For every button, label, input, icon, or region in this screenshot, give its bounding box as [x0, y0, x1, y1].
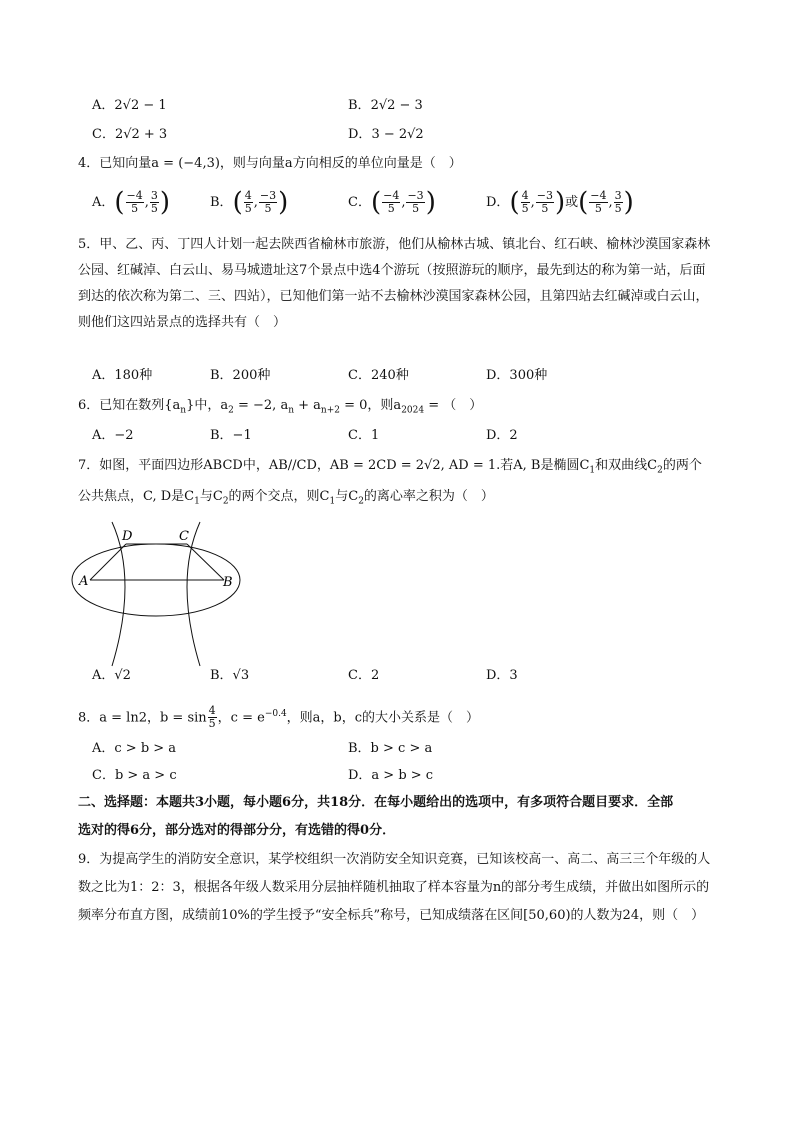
q4-option-c[interactable]: C．( $\frac{-4}{5}$ , $\frac{-3}{5}$ )	[348, 187, 436, 218]
q7-option-d[interactable]: D．3	[486, 668, 518, 683]
q7-option-c[interactable]: C．2	[348, 668, 380, 683]
q6-option-c[interactable]: C．1	[348, 428, 380, 443]
q5-option-d[interactable]: D．300种	[486, 368, 548, 383]
q6-option-b[interactable]: B．−1	[210, 428, 252, 443]
q7-option-b[interactable]: B．√3	[210, 668, 250, 683]
q3-option-a[interactable]: A．2√2 − 1	[92, 98, 167, 113]
label-a: A	[79, 574, 89, 589]
q8-option-d[interactable]: D．a > b > c	[348, 768, 434, 783]
label-d: D	[122, 529, 133, 544]
q6-option-d[interactable]: D．2	[486, 428, 518, 443]
q3-option-d[interactable]: D．3 − 2√2	[348, 127, 424, 142]
q4-option-b[interactable]: B．( $\frac{4}{5}$ , $\frac{-3}{5}$ )	[210, 187, 289, 218]
section2-heading-line1: 二、选择题：本题共3小题，每小题6分，共18分．在每小题给出的选项中，有多项符合题目要求．全部	[78, 795, 674, 810]
q5-option-a[interactable]: A．180种	[92, 368, 153, 383]
q8-option-b[interactable]: B．b > c > a	[348, 741, 433, 756]
q4-option-d[interactable]: D．( $\frac{4}{5}$ , $\frac{-3}{5}$ )或( $\frac{-4}{5}$ , $\frac{3}{5}$ )	[486, 187, 634, 218]
q8-stem: 8．a = ln2，b = sin $\frac{4}{5}$ ，$c = e^{-0.4}$，则a，b，c的大小关系是（ ）	[78, 704, 480, 731]
q4-option-a[interactable]: A．( $\frac{-4}{5}$ , $\frac{3}{5}$ )	[92, 187, 171, 218]
q5-option-b[interactable]: B．200种	[210, 368, 271, 383]
segment-ad	[90, 544, 126, 580]
label-b: B	[223, 575, 233, 590]
q5-stem: 5．甲、乙、丙、丁四人计划一起去陕西省榆林市旅游，他们从榆林古城、镇北台、红石峡、榆林沙漠国家森林公园、红碱淖、白云山、易马城遗址这7个景点中选4个游玩（按照游玩的顺序，最先到达的称为第一站，后面到达的依次称为第二、三、四站），已知他们第一站不去榆林沙漠国家森林公园，且第四站去红碱淖或白云山，则他们这四站景点的选择共有（ ）	[78, 237, 711, 330]
q9-stem: 9．为提高学生的消防安全意识，某学校组织一次消防安全知识竞赛，已知该校高一、高二、高三三个年级的人数之比为1：2：3，根据各年级人数采用分层抽样随机抽取了样本容量为n的部分考生成绩，并做出如图所示的频率分布直方图，成绩前10%的学生授予“安全标兵”称号，已知成绩落在区间[50,60)的人数为24，则（ ）	[78, 852, 711, 923]
q7-option-a[interactable]: A．√2	[92, 668, 131, 683]
q3-option-c[interactable]: C．2√2 + 3	[92, 127, 168, 142]
label-c: C	[179, 529, 189, 544]
section2-heading-line2: 选对的得6分，部分选对的得部分分，有选错的得0分．	[78, 823, 396, 838]
q6-stem: 6．已知在数列$\{a_n\}$中，$a_2 = -2$, $a_n + a_{n+2} = 0$，则$a_{2024}$ = （ ）	[78, 398, 483, 416]
segment-bc	[187, 544, 224, 580]
q7-figure	[60, 518, 260, 668]
q6-option-a[interactable]: A．−2	[92, 428, 134, 443]
q7-stem-line1: 7．如图，平面四边形ABCD中，AB//CD，AB = 2CD = 2√2, AD = 1.若A, B是椭圆$C_1$和双曲线$C_2$的两个	[78, 458, 702, 476]
q7-stem-line2: 公共焦点，C, D是$C_1$与$C_2$的两个交点，则$C_1$与$C_2$的离心率之积为（ ）	[78, 489, 494, 507]
q5-option-c[interactable]: C．240种	[348, 368, 409, 383]
q8-option-a[interactable]: A．c > b > a	[92, 741, 177, 756]
q8-option-c[interactable]: C．b > a > c	[92, 768, 177, 783]
q3-option-b[interactable]: B．2√2 − 3	[348, 98, 423, 113]
q4-stem: 4．已知向量a = (−4,3)，则与向量a方向相反的单位向量是（ ）	[78, 156, 462, 171]
